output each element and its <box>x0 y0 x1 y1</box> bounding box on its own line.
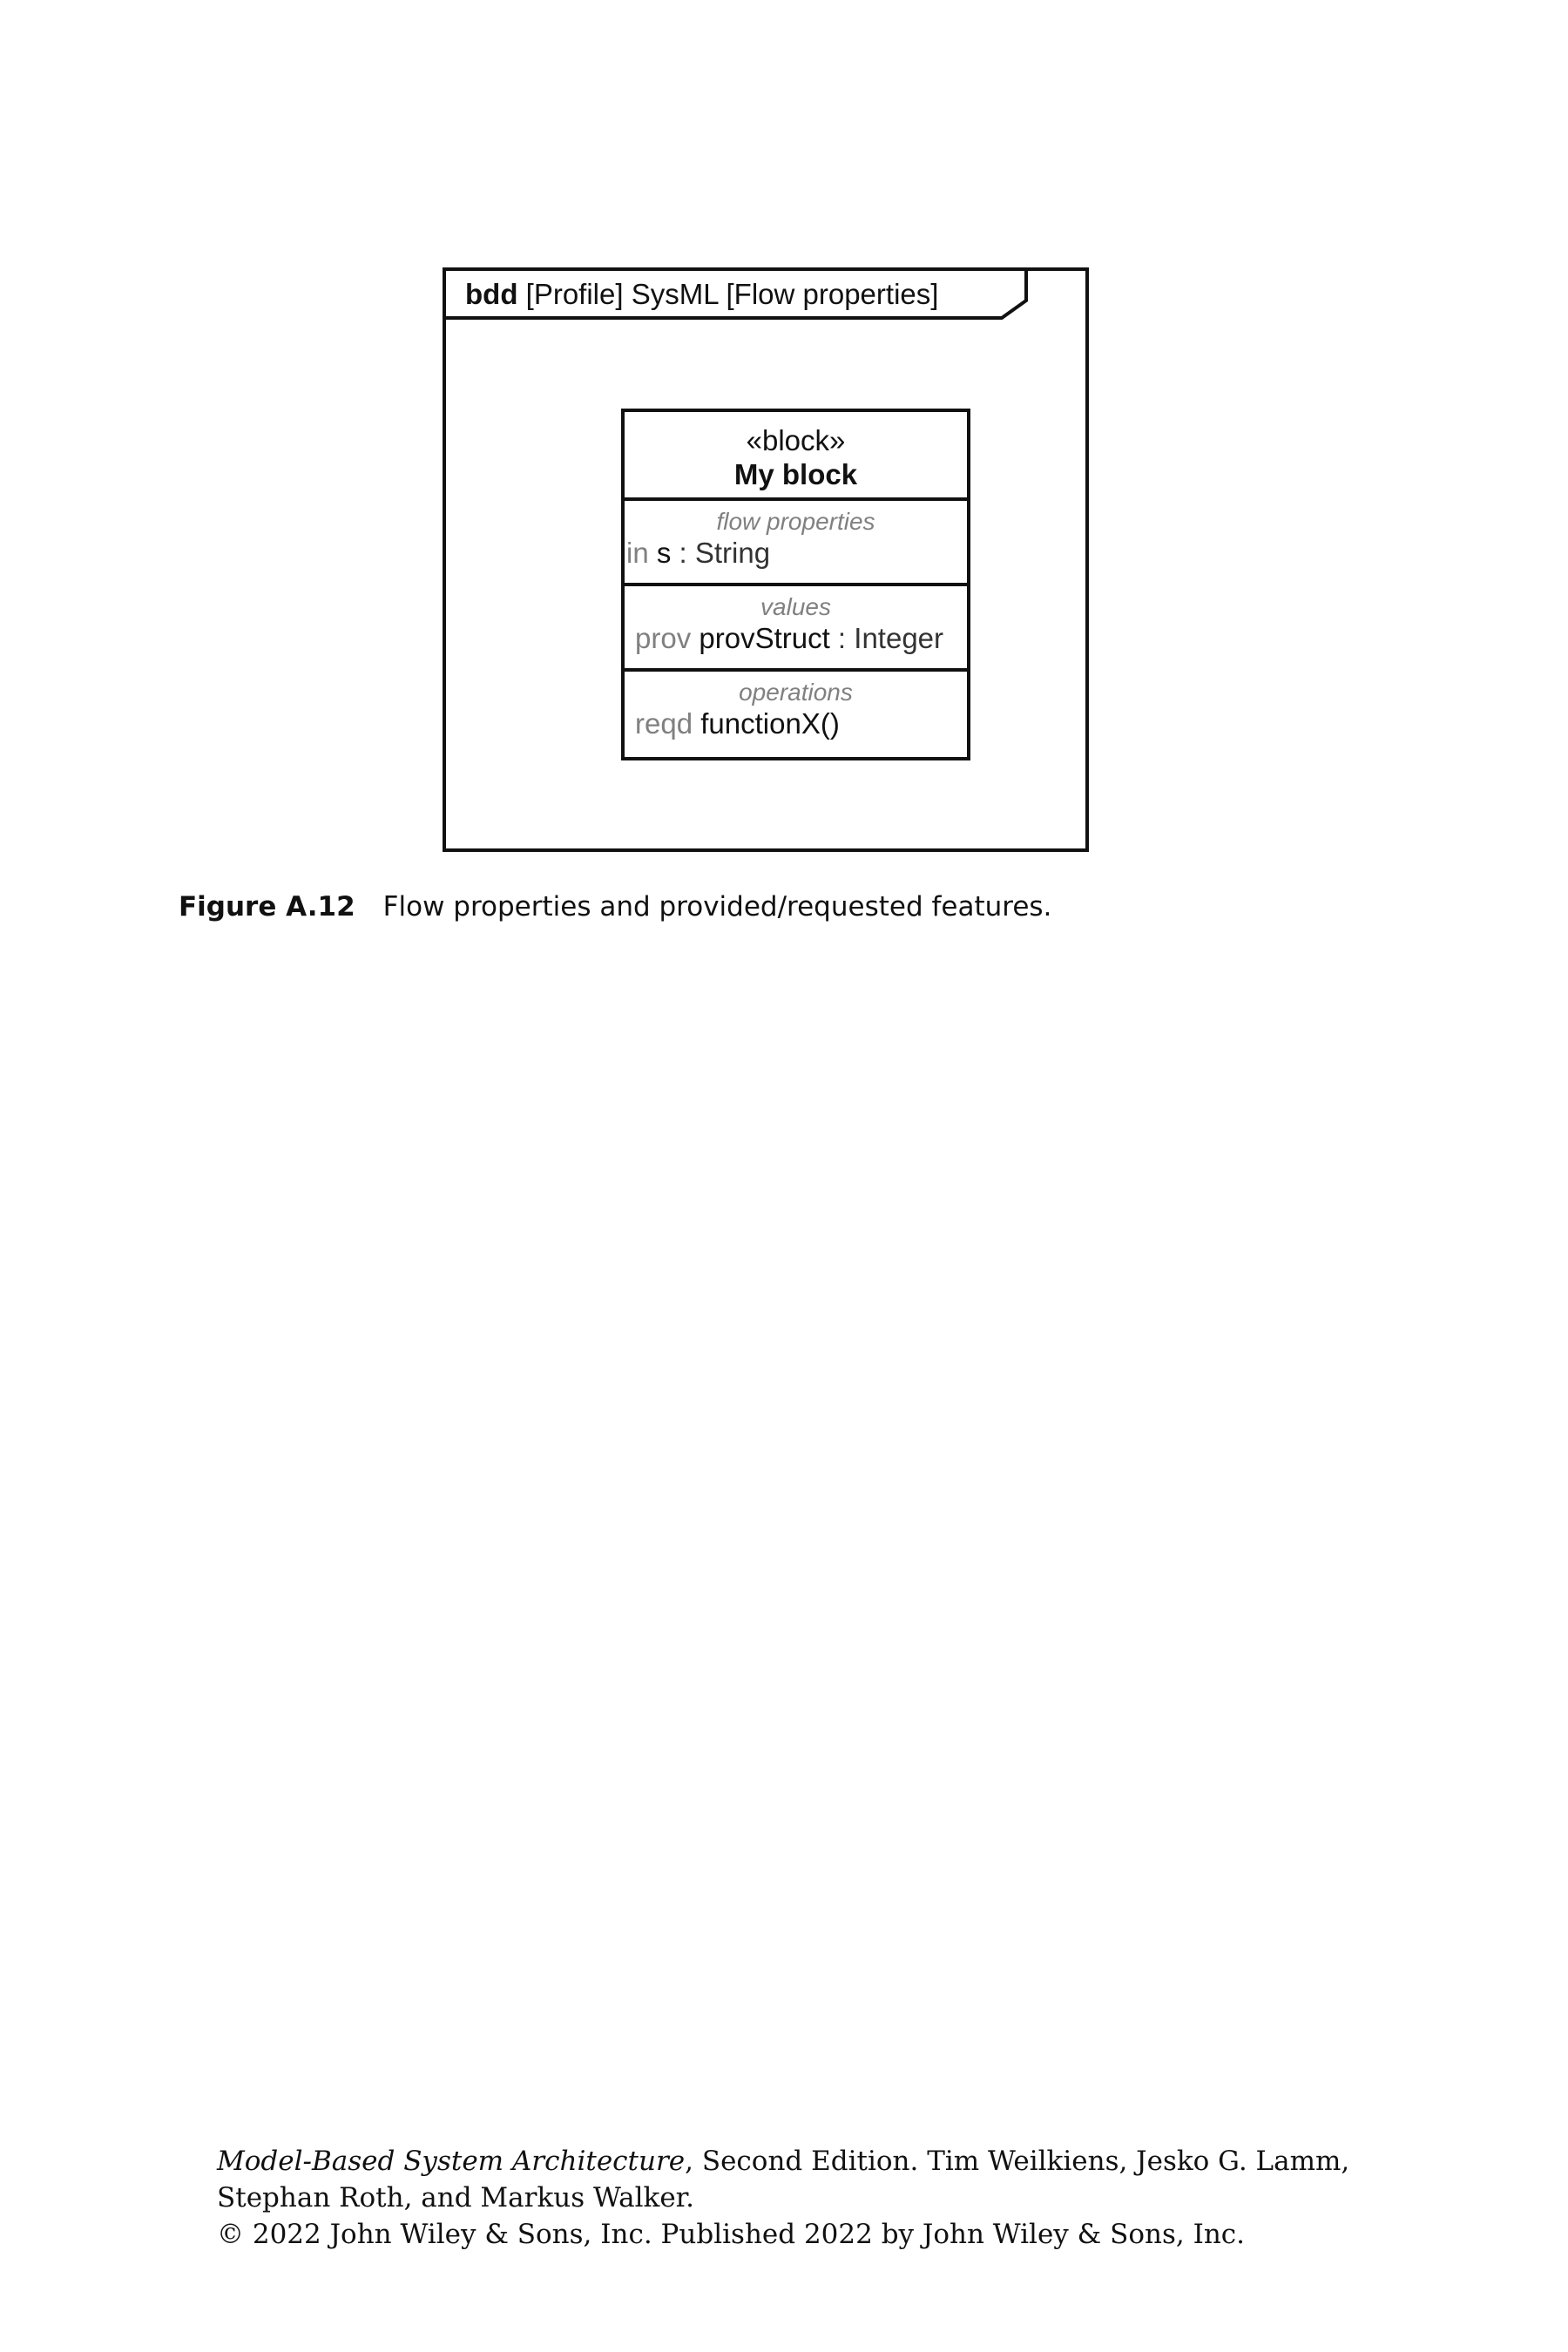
compartment-flow-properties <box>625 501 967 586</box>
figure-caption <box>179 890 1051 923</box>
value-row <box>625 621 967 656</box>
footer-line-1 <box>217 2143 1349 2180</box>
direction-modifier: in <box>626 537 649 569</box>
property-name: s <box>656 537 672 569</box>
frame-kind: bdd <box>465 278 518 310</box>
value-type: : Integer <box>829 622 944 654</box>
frame-title-text: [Profile] SysML [Flow properties] <box>525 278 939 310</box>
required-modifier: reqd <box>635 707 693 740</box>
operation-row <box>625 706 967 741</box>
provided-modifier: prov <box>635 622 692 654</box>
compartment-label: values <box>760 593 831 620</box>
operation-name: functionX() <box>700 707 840 740</box>
figure-label: Figure A.12 <box>179 891 355 923</box>
footer-line-2: Stephan Roth, and Markus Walker. <box>217 2182 694 2213</box>
book-title: Model-Based System Architecture <box>217 2146 686 2177</box>
frame-title <box>465 280 938 308</box>
block-stereotype: «block» <box>746 424 846 456</box>
property-type: : String <box>671 537 771 569</box>
compartment-label: operations <box>739 679 853 706</box>
figure-caption-text: Flow properties and provided/requested features. <box>382 891 1052 923</box>
block-name: My block <box>733 458 858 490</box>
block-header <box>625 412 967 501</box>
value-name: provStruct <box>699 622 830 654</box>
compartment-label: flow properties <box>716 508 875 535</box>
compartment-operations <box>625 672 967 757</box>
footer-line-3: © 2022 John Wiley & Sons, Inc. Published 2022 by John Wiley & Sons, Inc. <box>217 2219 1246 2250</box>
frame-name-tab <box>446 271 1042 321</box>
copyright-footer <box>217 2143 1349 2253</box>
flow-property-row <box>625 536 967 571</box>
compartment-values <box>625 586 967 672</box>
footer-line-1-rest: , Second Edition. Tim Weilkiens, Jesko G. Lamm, <box>685 2146 1350 2177</box>
block-my-block <box>621 409 970 760</box>
